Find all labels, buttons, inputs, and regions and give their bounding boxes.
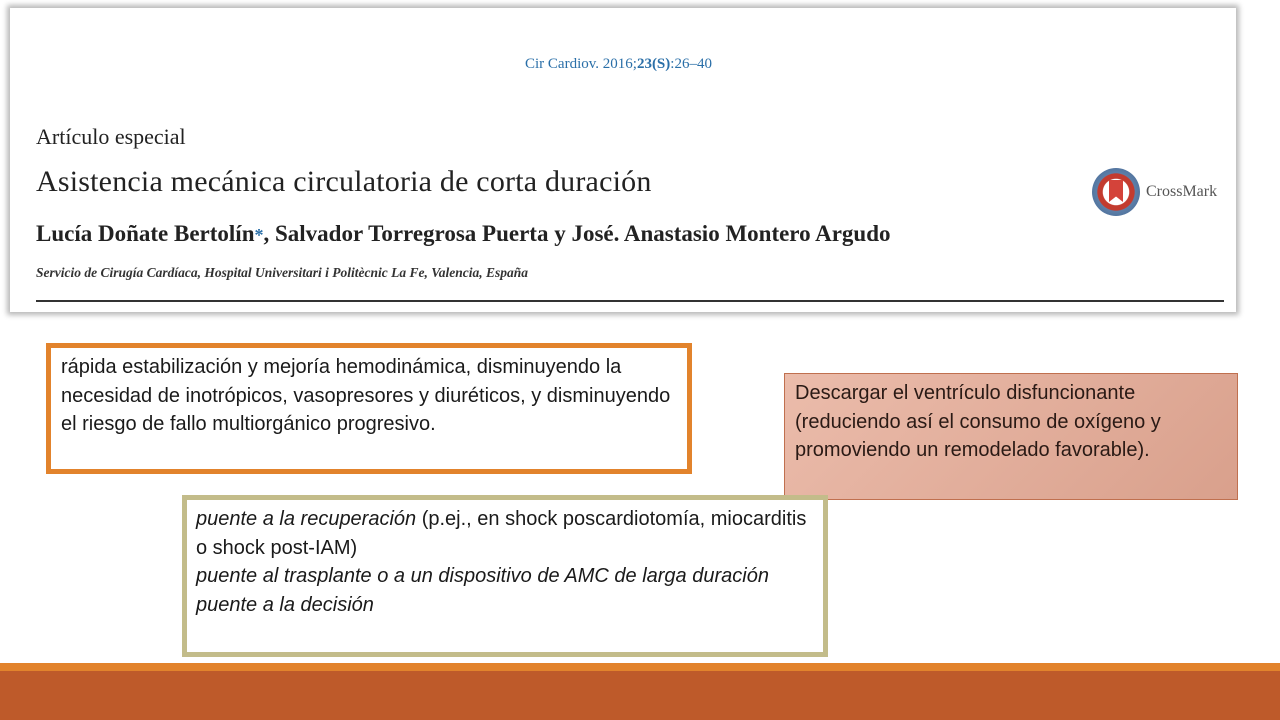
affiliation: Servicio de Cirugía Cardíaca, Hospital Universitari i Politècnic La Fe, Valencia, España [36, 265, 529, 280]
citation-journal: Cir Cardiov. 2016; [525, 56, 637, 72]
authors [36, 221, 891, 247]
stabilization-text-box [46, 343, 692, 474]
citation-volume: 23(S) [636, 56, 671, 72]
bridge-recovery-label: puente a la recuperación [196, 508, 417, 530]
bridge-item-transplant [196, 562, 814, 591]
crossmark-icon [1092, 168, 1140, 216]
ventricle-unloading-box [784, 373, 1238, 500]
article-type: Artículo especial [36, 124, 186, 149]
author-first: Lucía Doñate Bertolín [36, 221, 255, 246]
footer-accent-line [0, 663, 1280, 671]
bridge-transplant-label: puente al trasplante o a un dispositivo de AMC de larga duración [196, 565, 769, 587]
article-title: Asistencia mecánica circulatoria de corta duración [36, 165, 652, 198]
bridge-decision-label: puente a la decisión [196, 593, 374, 616]
bridge-item-recovery [196, 505, 814, 562]
bridge-item-decision [196, 591, 814, 620]
crossmark-badge [1092, 168, 1217, 216]
bridge-recovery-detail: (p.ej., en shock poscardiotomía, miocarditis o shock post-IAM) [196, 508, 807, 559]
header-divider [36, 300, 1224, 302]
bridge-strategies-box [182, 495, 828, 657]
stabilization-text: rápida estabilización y mejoría hemodinámica, disminuyendo la necesidad de inotrópicos, vasopresores y diuréticos, y disminuyendo el riesgo de fallo multiorgánico progresivo. [61, 356, 671, 435]
crossmark-label: CrossMark [1146, 183, 1218, 200]
journal-citation [525, 56, 712, 73]
citation-pages: :26–40 [670, 56, 712, 72]
author-rest: , Salvador Torregrosa Puerta y José. Anastasio Montero Argudo [263, 221, 891, 246]
article-header-image [10, 8, 1236, 312]
ventricle-unloading-text: Descargar el ventrículo disfuncionante (reduciendo así el consumo de oxígeno y promoviendo un remodelado favorable). [795, 382, 1161, 461]
footer-bar [0, 671, 1280, 720]
author-star: * [254, 225, 264, 245]
